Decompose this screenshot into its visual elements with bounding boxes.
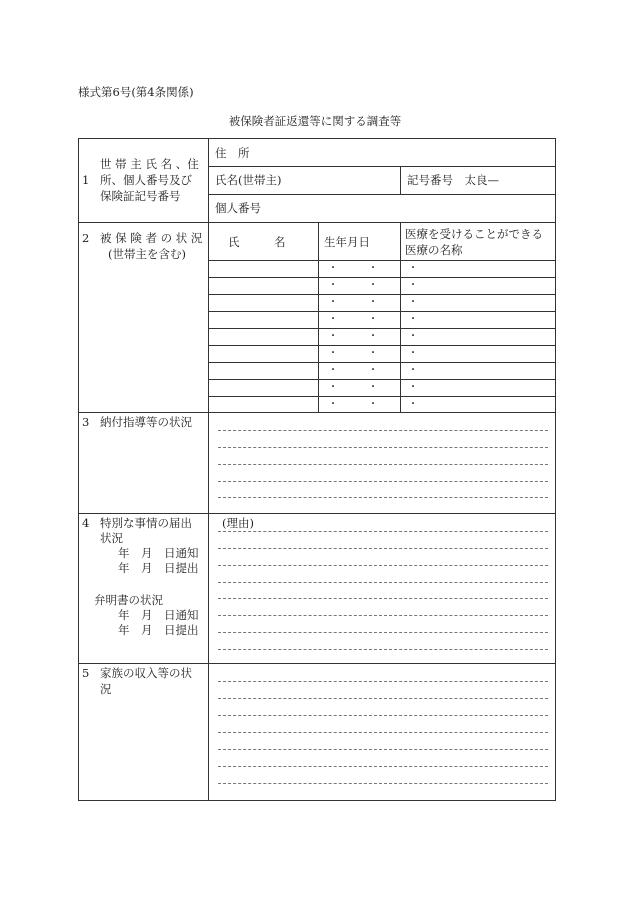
- section-2-label-line1: 被 保 険 者 の 状 況: [100, 231, 203, 245]
- householder-name-label: 氏名(世帯主): [215, 173, 282, 187]
- section-1-label-line2: 所、個人番号及び: [100, 173, 192, 187]
- writing-line: [218, 715, 548, 716]
- section-2-number: 2: [82, 231, 90, 245]
- name-symbol-divider: [400, 166, 401, 194]
- explanation-notice-date: 年 月 日通知: [118, 608, 199, 622]
- medical-care-header-line2: 医療の名称: [405, 243, 463, 257]
- writing-line: [218, 497, 548, 498]
- writing-line: [218, 766, 548, 767]
- address-label: 住 所: [215, 146, 250, 160]
- dob-placeholder: ・ ・ ・: [328, 382, 428, 393]
- section-1-label-line1: 世 帯 主 氏 名 、住: [100, 157, 199, 171]
- explanation-status-label: 弁明書の状況: [94, 593, 163, 607]
- insured-name-header: 氏 名: [228, 235, 286, 249]
- writing-line: [218, 531, 548, 532]
- section-4-label-line1: 特別な事情の届出: [100, 516, 192, 530]
- writing-line: [218, 598, 548, 599]
- writing-line: [218, 582, 548, 583]
- writing-line: [218, 732, 548, 733]
- section-1-bottom-border: [78, 222, 556, 223]
- special-notice-date: 年 月 日通知: [118, 546, 199, 560]
- section-3-number: 3: [82, 415, 90, 429]
- writing-line: [218, 615, 548, 616]
- personal-number-label: 個人番号: [215, 201, 261, 215]
- writing-line: [218, 783, 548, 784]
- section-4-bottom-border: [78, 663, 556, 664]
- section-3-label: 納付指導等の状況: [100, 415, 192, 429]
- symbol-number-label: 記号番号 太良—: [407, 173, 499, 187]
- special-submit-date: 年 月 日提出: [118, 561, 199, 575]
- document-title: 被保険者証返還等に関する調査等: [228, 114, 402, 128]
- address-row-border: [208, 166, 556, 167]
- dob-placeholder: ・ ・ ・: [328, 331, 428, 342]
- writing-line: [218, 632, 548, 633]
- section-5-number: 5: [82, 666, 90, 680]
- section-5-label-line1: 家族の収入等の状: [100, 666, 192, 680]
- section-2-label-line2: (世帯主を含む): [108, 247, 186, 261]
- writing-line: [218, 649, 548, 650]
- writing-line: [218, 430, 548, 431]
- writing-line: [218, 447, 548, 448]
- writing-line: [218, 698, 548, 699]
- writing-line: [218, 681, 548, 682]
- section-1-number: 1: [82, 173, 90, 187]
- dob-placeholder: ・ ・ ・: [328, 280, 428, 291]
- dob-placeholder: ・ ・ ・: [328, 297, 428, 308]
- dob-placeholder: ・ ・ ・: [328, 263, 428, 274]
- dob-placeholder: ・ ・ ・: [328, 348, 428, 359]
- section-3-bottom-border: [78, 513, 556, 514]
- section-1-label-line3: 保険証記号番号: [100, 189, 181, 203]
- writing-line: [218, 548, 548, 549]
- date-of-birth-header: 生年月日: [324, 235, 370, 249]
- section-2-bottom-border: [78, 412, 556, 413]
- form-number-label: 様式第6号(第4条関係): [78, 85, 194, 99]
- dob-placeholder: ・ ・ ・: [328, 365, 428, 376]
- name-row-border: [208, 194, 556, 195]
- section-4-label-line2: 状況: [100, 531, 123, 545]
- section-5-label-line2: 況: [100, 682, 112, 696]
- writing-line: [218, 565, 548, 566]
- medical-care-header-line1: 医療を受けることができる: [405, 227, 543, 241]
- writing-line: [218, 481, 548, 482]
- dob-placeholder: ・ ・ ・: [328, 314, 428, 325]
- writing-line: [218, 749, 548, 750]
- section-4-number: 4: [82, 516, 90, 530]
- reason-label: (理由): [222, 516, 254, 530]
- explanation-submit-date: 年 月 日提出: [118, 623, 199, 637]
- dob-placeholder: ・ ・ ・: [328, 399, 428, 410]
- label-column-divider: [208, 138, 209, 801]
- writing-line: [218, 464, 548, 465]
